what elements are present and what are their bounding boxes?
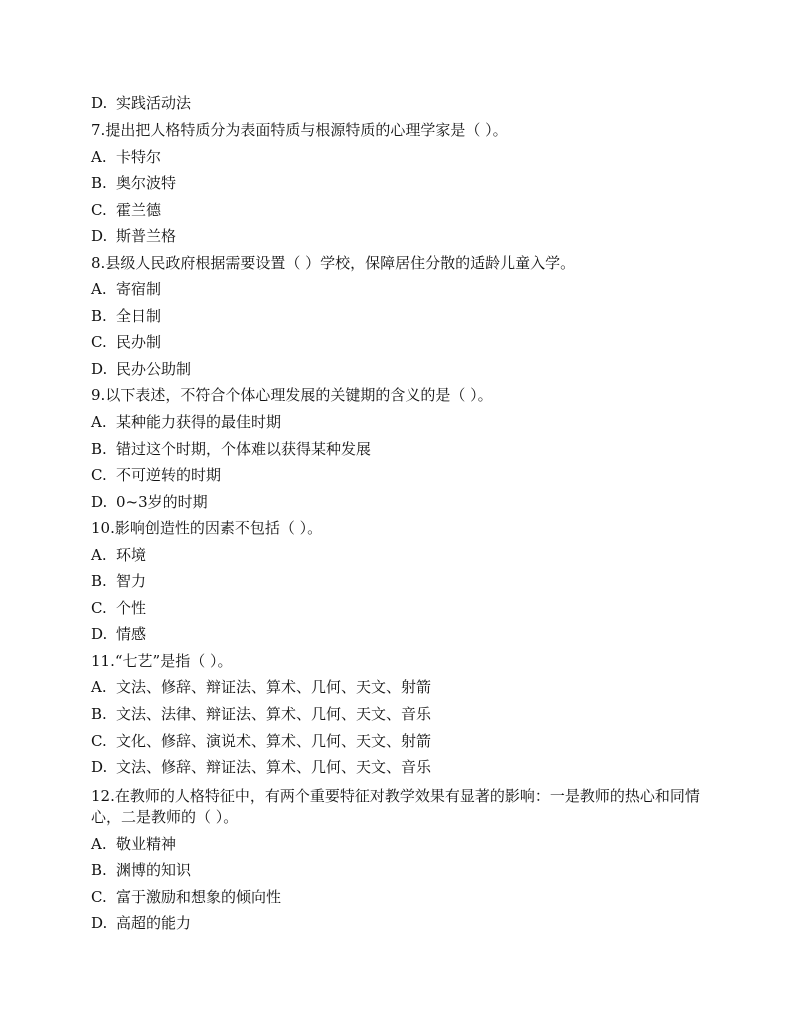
- option-letter: B.: [91, 861, 107, 879]
- option-text: 不可逆转的时期: [116, 466, 222, 484]
- option-letter: B.: [91, 174, 107, 192]
- option-letter: D.: [91, 625, 108, 643]
- question-number: 11.: [91, 652, 115, 670]
- option-d-lead: [91, 90, 711, 117]
- option-letter: D.: [91, 758, 108, 776]
- question-9: [91, 382, 711, 409]
- q9-option-c: [91, 462, 711, 489]
- option-text: 霍兰德: [116, 201, 162, 219]
- option-letter: D.: [91, 493, 108, 511]
- q11-option-d: [91, 754, 711, 781]
- question-text: 提出把人格特质分为表面特质与根源特质的心理学家是（ ）。: [105, 121, 508, 139]
- question-number: 9.: [91, 386, 106, 404]
- option-text: 0~3岁的时期: [116, 493, 208, 511]
- option-text: 敬业精神: [116, 835, 177, 853]
- option-letter: C.: [91, 333, 107, 351]
- q11-option-b: [91, 701, 711, 728]
- q10-option-a: [91, 542, 711, 569]
- q7-option-c: [91, 197, 711, 224]
- option-text: 卡特尔: [116, 148, 162, 166]
- option-text: 全日制: [116, 307, 162, 325]
- option-text: 智力: [116, 572, 147, 590]
- option-text: 奥尔波特: [116, 174, 177, 192]
- option-letter: D.: [91, 914, 108, 932]
- option-text: 文法、法律、辩证法、算术、几何、天文、音乐: [116, 705, 432, 723]
- question-10: [91, 515, 711, 542]
- q8-option-d: [91, 356, 711, 383]
- q9-option-d: [91, 489, 711, 516]
- option-text: 寄宿制: [116, 280, 162, 298]
- option-text: 环境: [116, 546, 147, 564]
- option-text: 文法、修辞、辩证法、算术、几何、天文、射箭: [116, 678, 432, 696]
- question-text: 县级人民政府根据需要设置（ ）学校，保障居住分散的适龄儿童入学。: [105, 254, 576, 272]
- q12-option-d: [91, 910, 711, 937]
- option-letter: A.: [91, 280, 107, 298]
- option-letter: B.: [91, 307, 107, 325]
- option-letter: C.: [91, 732, 107, 750]
- q7-option-b: [91, 170, 711, 197]
- option-letter: A.: [91, 413, 107, 431]
- option-text: 某种能力获得的最佳时期: [116, 413, 282, 431]
- q12-option-b: [91, 857, 711, 884]
- question-11: [91, 648, 711, 675]
- option-text: 斯普兰格: [116, 227, 177, 245]
- option-text: 实践活动法: [116, 94, 192, 112]
- option-text: 渊博的知识: [116, 861, 192, 879]
- question-number: 7.: [91, 121, 106, 139]
- option-letter: A.: [91, 678, 107, 696]
- q12-option-a: [91, 831, 711, 858]
- question-text: 在教师的人格特征中，有两个重要特征对教学效果有显著的影响：一是教师的热心和同情心，二是教师的（ ）。: [91, 787, 700, 826]
- q8-option-c: [91, 329, 711, 356]
- question-text: “七艺”是指（ ）。: [114, 652, 233, 670]
- q8-option-a: [91, 276, 711, 303]
- option-text: 富于激励和想象的倾向性: [116, 888, 282, 906]
- option-text: 民办公助制: [116, 360, 192, 378]
- option-letter: C.: [91, 599, 107, 617]
- q10-option-d: [91, 621, 711, 648]
- option-text: 文化、修辞、演说术、算术、几何、天文、射箭: [116, 732, 432, 750]
- question-8: [91, 250, 711, 277]
- question-number: 12.: [91, 787, 115, 805]
- option-letter: B.: [91, 440, 107, 458]
- q8-option-b: [91, 303, 711, 330]
- option-letter: D.: [91, 360, 108, 378]
- option-letter: C.: [91, 201, 107, 219]
- option-letter: D.: [91, 94, 108, 112]
- q9-option-b: [91, 436, 711, 463]
- option-letter: B.: [91, 705, 107, 723]
- option-letter: C.: [91, 466, 107, 484]
- option-text: 民办制: [116, 333, 162, 351]
- option-text: 错过这个时期，个体难以获得某种发展: [116, 440, 372, 458]
- question-number: 10.: [91, 519, 115, 537]
- option-letter: B.: [91, 572, 107, 590]
- option-letter: A.: [91, 148, 107, 166]
- q10-option-b: [91, 568, 711, 595]
- option-text: 文法、修辞、辩证法、算术、几何、天文、音乐: [116, 758, 432, 776]
- question-text: 以下表述，不符合个体心理发展的关键期的含义的是（ ）。: [105, 386, 493, 404]
- question-12: [91, 786, 703, 828]
- option-text: 个性: [116, 599, 147, 617]
- q7-option-a: [91, 144, 711, 171]
- option-letter: C.: [91, 888, 107, 906]
- question-number: 8.: [91, 254, 106, 272]
- option-letter: D.: [91, 227, 108, 245]
- option-text: 情感: [116, 625, 147, 643]
- q10-option-c: [91, 595, 711, 622]
- q11-option-a: [91, 674, 711, 701]
- q9-option-a: [91, 409, 711, 436]
- q12-option-c: [91, 884, 711, 911]
- q7-option-d: [91, 223, 711, 250]
- question-7: [91, 117, 711, 144]
- option-letter: A.: [91, 546, 107, 564]
- q11-option-c: [91, 728, 711, 755]
- question-text: 影响创造性的因素不包括（ ）。: [114, 519, 323, 537]
- option-text: 高超的能力: [116, 914, 192, 932]
- option-letter: A.: [91, 835, 107, 853]
